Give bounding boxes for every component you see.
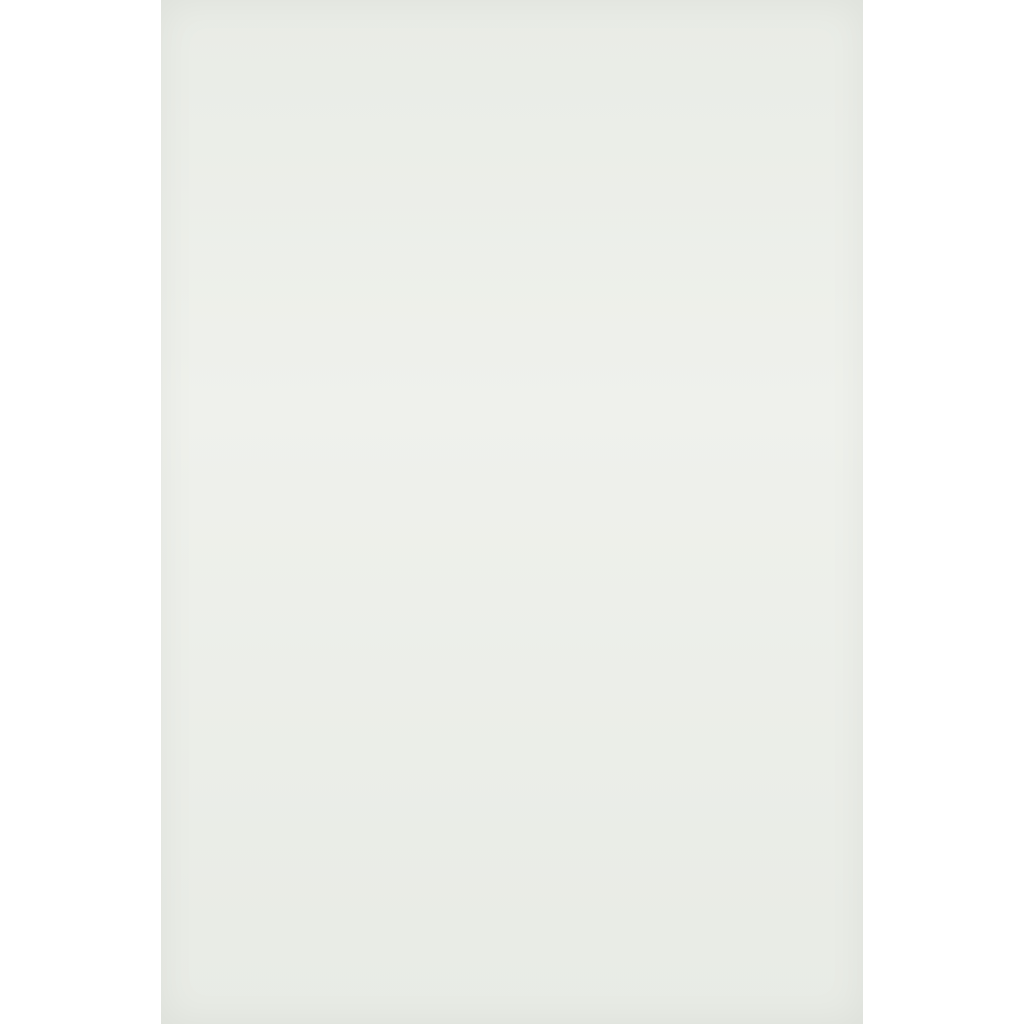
part-title bbox=[435, 90, 979, 136]
section-title bbox=[435, 136, 979, 162]
part-label bbox=[435, 68, 979, 90]
table-of-contents bbox=[435, 58, 979, 162]
book-page bbox=[161, 0, 863, 1024]
